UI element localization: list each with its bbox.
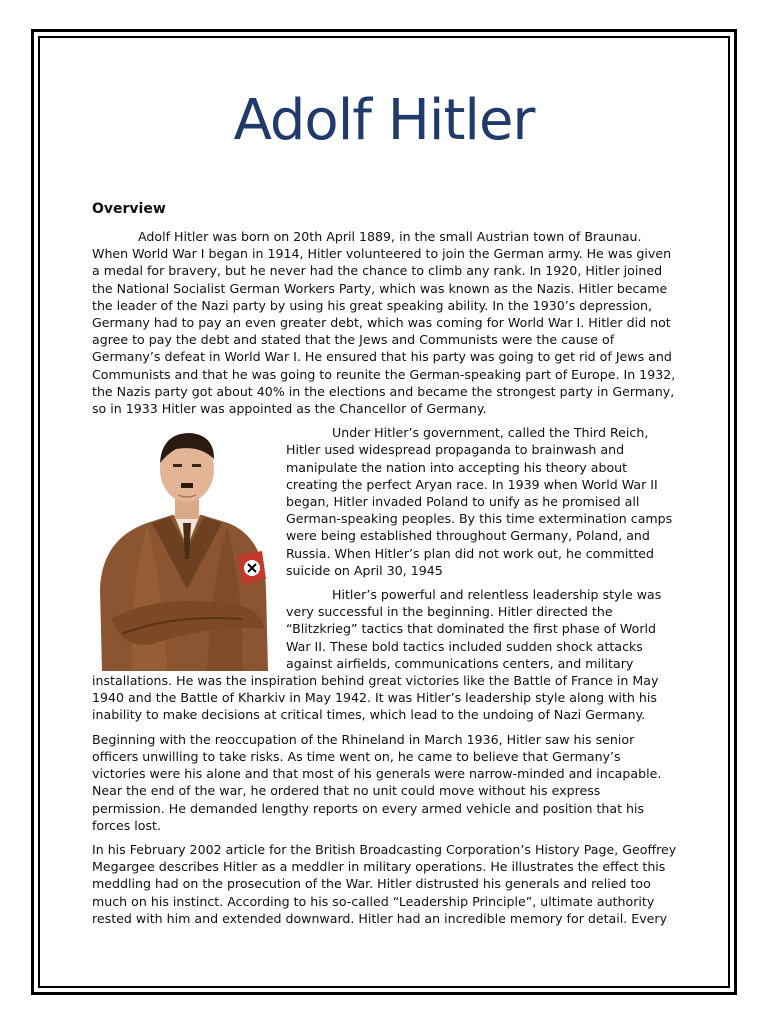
section-heading: Overview	[92, 201, 166, 217]
article-body	[92, 228, 677, 927]
paragraph-4: Beginning with the reoccupation of the Rhineland in March 1936, Hitler saw his senior officers unwilling to take risks. As time went on, he came to believe that Germany’s victories were his alone and that most of his generals were narrow-minded and incapable. Near the end of the war, he ordered that no unit could move without his express permission. He demanded lengthy reports on every armed vehicle and position that his forces lost.	[92, 731, 662, 833]
portrait-image	[92, 419, 282, 671]
page-title: Adolf Hitler	[233, 88, 535, 153]
paragraph-3: Hitler’s powerful and relentless leadership style was very successful in the beginning. Hitler directed the “Blitzkrieg” tactics that dominated the first phase of World War II. These bold tactics included sudden shock attacks against airfields, communications centers, and military installations. He was the inspiration behind great victories like the Battle of France in May 1940 and the Battle of Kharkiv in May 1942. It was Hitler’s leadership style along with his inability to make decisions at critical times, which lead to the undoing of Nazi Germany.	[92, 587, 662, 723]
paragraph-1: Adolf Hitler was born on 20th April 1889, in the small Austrian town of Braunau. When World War I began in 1914, Hitler volunteered to join the German army. He was given a medal for bravery, but he never had the chance to climb any rank. In 1920, Hitler joined the National Socialist German Workers Party, which was known as the Nazis. Hitler became the leader of the Nazi party by using his great speaking ability. In the 1930’s depression, Germany had to pay an even greater debt, which was coming for World War I. Hitler did not agree to pay the debt and stated that the Jews and Communists were the cause of Germany’s defeat in World War I. He ensured that his party was going to get rid of Jews and Communists and that he was going to reunite the German-speaking part of Europe. In 1932, the Nazis party got about 40% in the elections and became the strongest party in Germany, so in 1933 Hitler was appointed as the Chancellor of Germany.	[92, 229, 676, 417]
paragraph-2: Under Hitler’s government, called the Third Reich, Hitler used widespread propaganda to brainwash and manipulate the nation into accepting his theory about creating the perfect Aryan race. In 1939 when World War II began, Hitler invaded Poland to unify as he promised all German-speaking peoples. By this time extermination camps were being established throughout Germany, Poland, and Russia. When Hitler’s plan did not work out, he committed suicide on April 30, 1945	[286, 425, 673, 578]
paragraph-5: In his February 2002 article for the British Broadcasting Corporation’s History Page, Geoffrey Megargee describes Hitler as a meddler in military operations. He illustrates the effect this meddling had on the prosecution of the War. Hitler distrusted his generals and relied too much on his instinct. According to his so-called “Leadership Principle”, ultimate authority rested with him and extended downward. Hitler had an incredible memory for detail. Every	[92, 841, 677, 926]
